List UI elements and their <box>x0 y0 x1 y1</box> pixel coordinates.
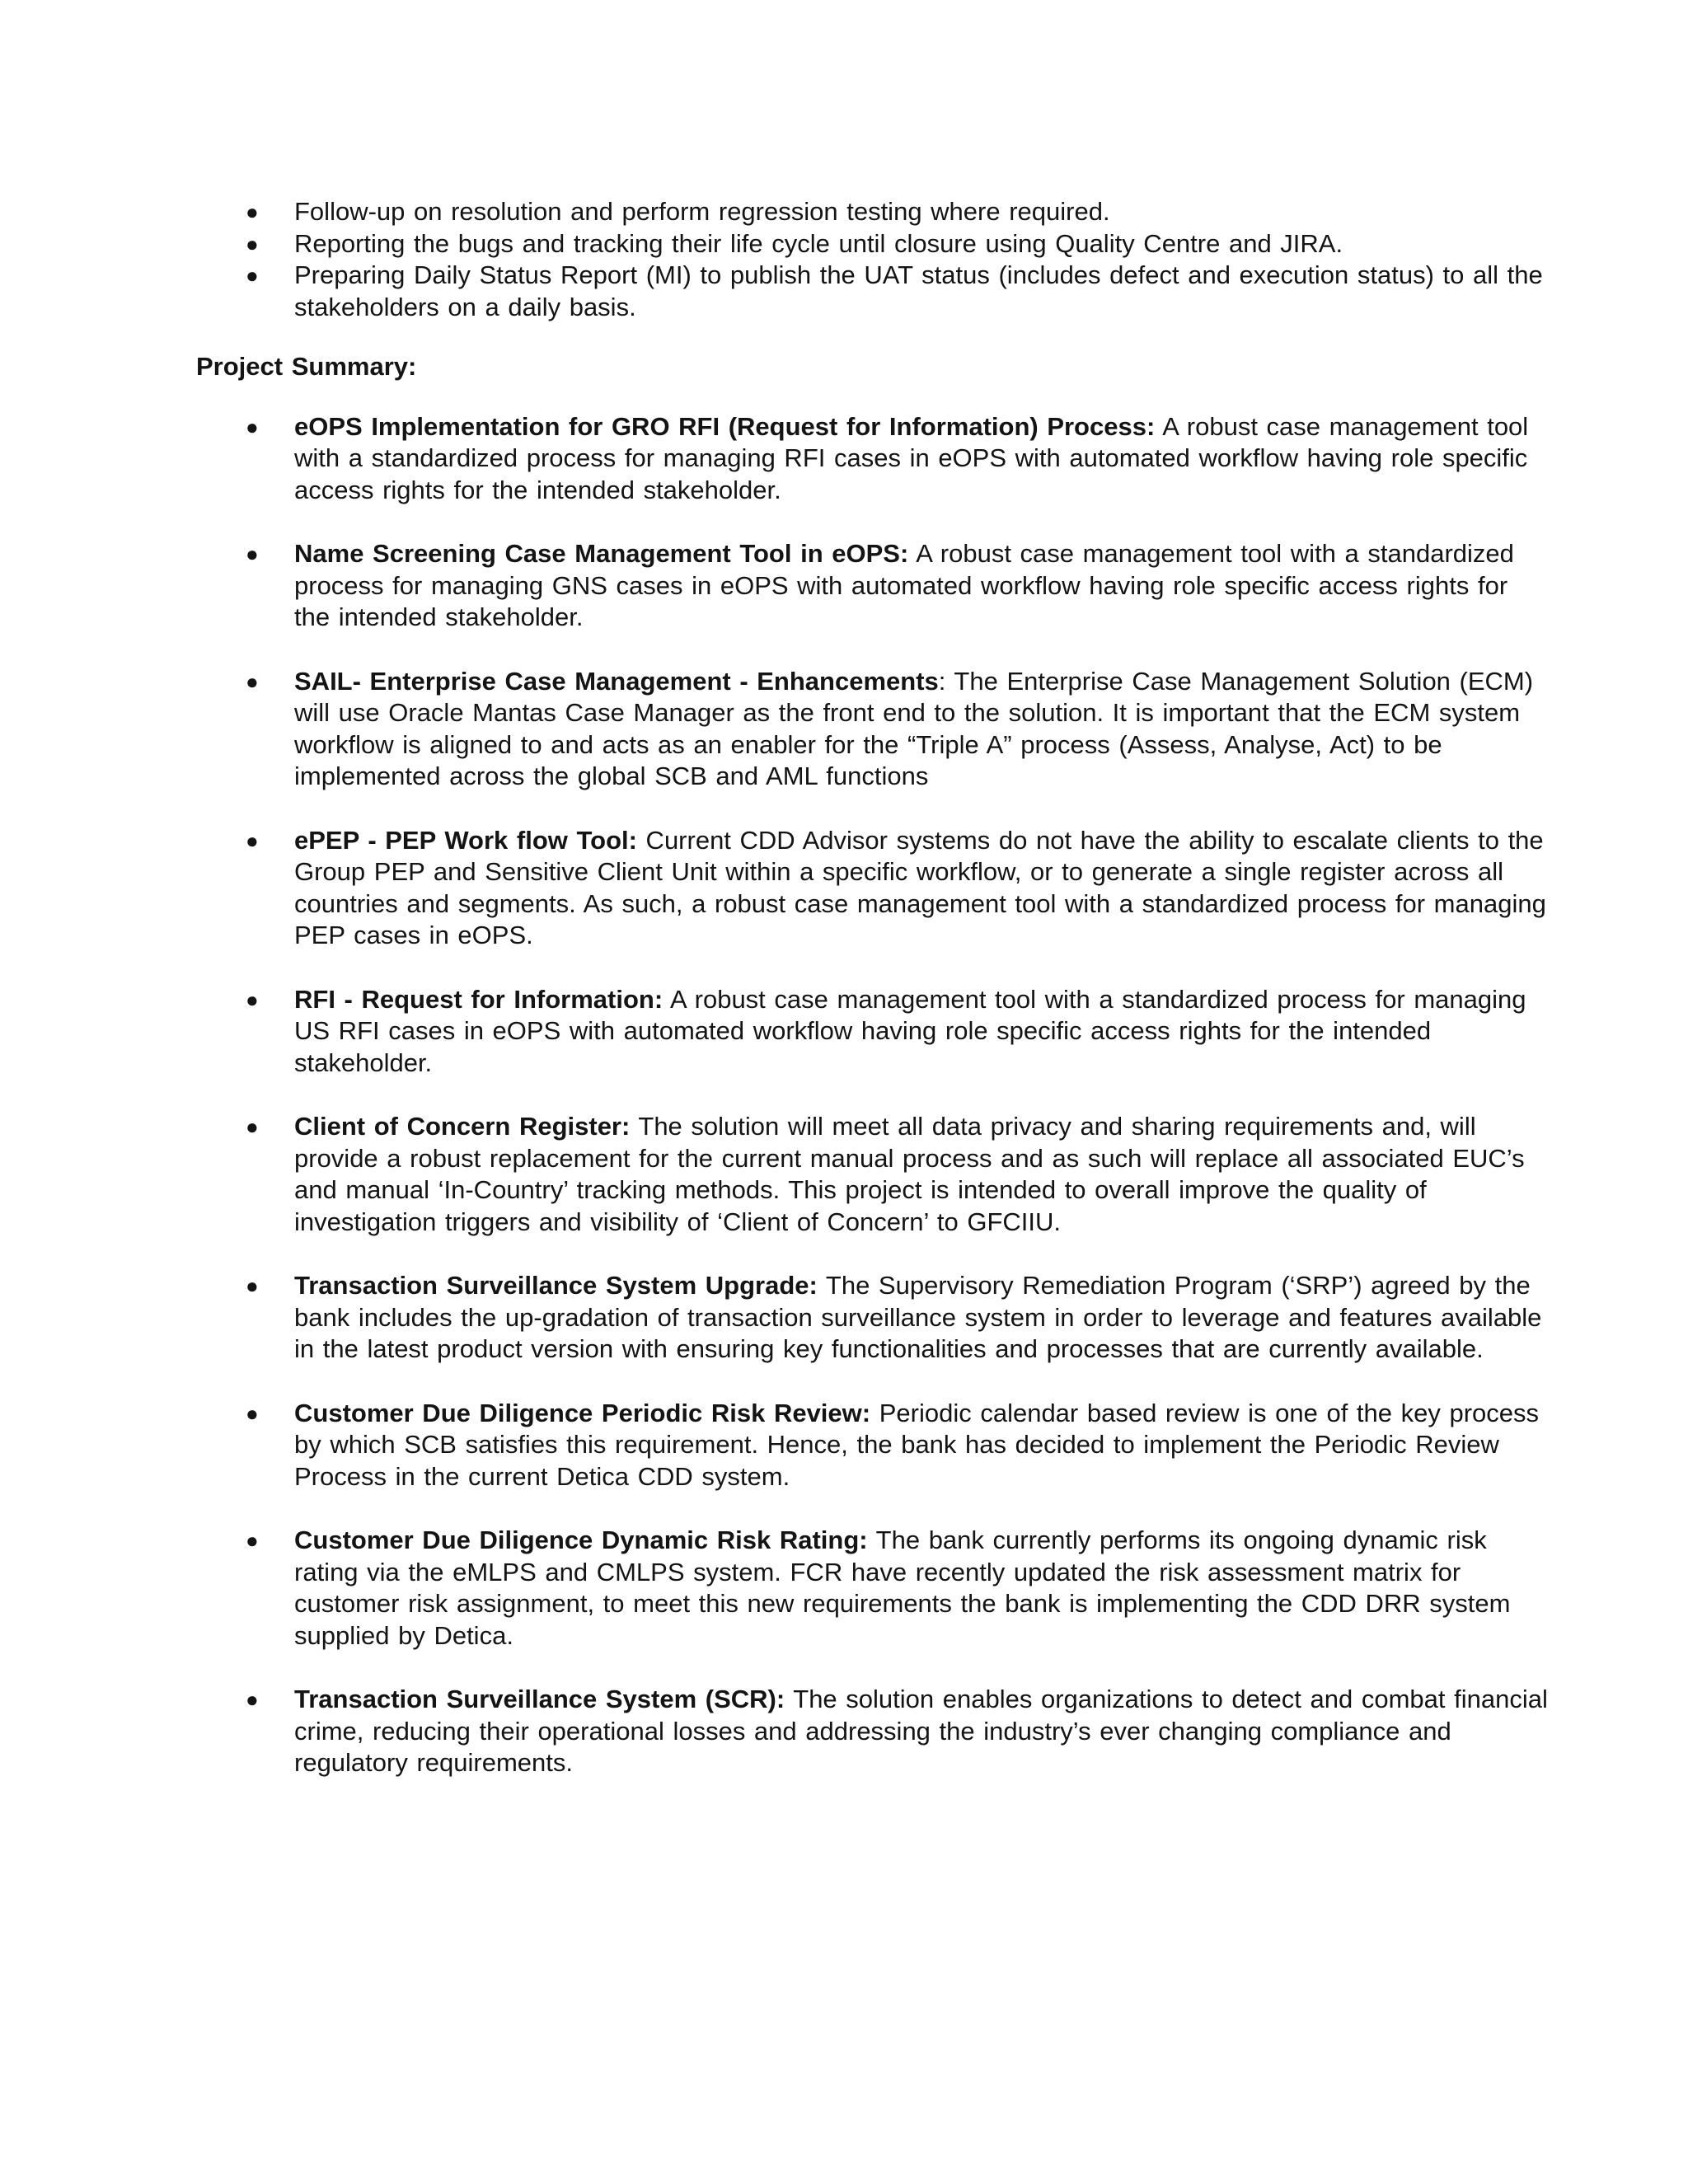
project-title: Name Screening Case Management Tool in eOPS: <box>294 539 909 568</box>
bullet-icon: ● <box>246 414 259 439</box>
list-item-text: Preparing Daily Status Report (MI) to publish the UAT status (includes defect and execution status) to all the stakeholders on a daily basis. <box>294 260 1543 321</box>
bullet-icon: ● <box>246 263 259 288</box>
responsibilities-list <box>196 196 1548 323</box>
project-description: Periodic calendar based review is one of the key process by which SCB satisfies this requirement. Hence, the bank has decided to implement the Periodic Review Process in the current Detica CDD system. <box>294 1398 1540 1491</box>
project-title: RFI - Request for Information: <box>294 984 663 1014</box>
list-item <box>196 228 1548 260</box>
bullet-icon: ● <box>246 668 259 694</box>
project-title: eOPS Implementation for GRO RFI (Request for Information) Process: <box>294 411 1156 441</box>
project-description: A robust case management tool with a standardized process for managing GNS cases in eOPS with automated workflow having role specific access rights for the intended stakeholder. <box>294 539 1514 631</box>
project-description: The solution will meet all data privacy and sharing requirements and, will provide a robust replacement for the current manual process and as such will replace all associated EUC’s and manual ‘In-Country’ tracking methods. This project is intended to overall improve the quality of investigation triggers and visibility of ‘Client of Concern’ to GFCIIU. <box>294 1112 1525 1236</box>
bullet-icon: ● <box>246 1114 259 1139</box>
project-item <box>196 538 1548 634</box>
project-description: Current CDD Advisor systems do not have the ability to escalate clients to the Group PEP and Sensitive Client Unit within a specific workflow, or to generate a single register across all countries and segments. As such, a robust case management tool with a standardized process for managing PEP cases in eOPS. <box>294 825 1546 949</box>
project-title: Client of Concern Register: <box>294 1112 631 1141</box>
project-description: A robust case management tool with a standardized process for managing RFI cases in eOPS with automated workflow having role specific access rights for the intended stakeholder. <box>294 411 1529 504</box>
section-heading: Project Summary: <box>196 352 417 381</box>
project-item <box>196 1525 1548 1652</box>
project-description: A robust case management tool with a standardized process for managing US RFI cases in eOPS with automated workflow having role specific access rights for the intended stakeholder. <box>294 984 1526 1077</box>
project-title: Transaction Surveillance System (SCR): <box>294 1685 785 1713</box>
project-title: Customer Due Diligence Periodic Risk Review: <box>294 1398 871 1427</box>
project-title: ePEP - PEP Work flow Tool: <box>294 825 637 855</box>
bullet-icon: ● <box>246 1528 259 1553</box>
bullet-icon: ● <box>246 1273 259 1298</box>
bullet-icon: ● <box>246 541 259 566</box>
list-item-text: Follow-up on resolution and perform regression testing where required. <box>294 197 1110 226</box>
list-item-text: Reporting the bugs and tracking their life cycle until closure using Quality Centre and JIRA. <box>294 228 1343 258</box>
bullet-icon: ● <box>246 199 259 224</box>
list-item <box>196 196 1548 228</box>
project-item <box>196 984 1548 1080</box>
project-item <box>196 825 1548 952</box>
project-description: The solution enables organizations to detect and combat financial crime, reducing their operational losses and addressing the industry’s ever changing compliance and regulatory requirements. <box>294 1685 1548 1777</box>
project-item <box>196 1111 1548 1238</box>
project-summary-list <box>196 411 1548 1779</box>
project-item <box>196 1684 1548 1779</box>
bullet-icon: ● <box>246 1687 259 1712</box>
list-item <box>196 260 1548 323</box>
project-item <box>196 1398 1548 1493</box>
bullet-icon: ● <box>246 1400 259 1426</box>
project-description: : The Enterprise Case Management Solution (ECM) will use Oracle Mantas Case Manager as the front end to the solution. It is important that the ECM system workflow is aligned to and acts as an enabler for the “Triple A” process (Assess, Analyse, Act) to be implemented across the global SCB and AML functions <box>294 666 1534 790</box>
project-item <box>196 1270 1548 1366</box>
project-title: Transaction Surveillance System Upgrade: <box>294 1271 818 1300</box>
project-description: The bank currently performs its ongoing dynamic risk rating via the eMLPS and CMLPS system. FCR have recently updated the risk assessment matrix for customer risk assignment, to meet this new requirements the bank is implementing the CDD DRR system supplied by Detica. <box>294 1526 1511 1650</box>
project-item <box>196 411 1548 507</box>
document-content <box>196 196 1548 1779</box>
bullet-icon: ● <box>246 827 259 853</box>
project-title: Customer Due Diligence Dynamic Risk Rating: <box>294 1526 868 1554</box>
project-description: The Supervisory Remediation Program (‘SRP’) agreed by the bank includes the up-gradation of transaction surveillance system in order to leverage and features available in the latest product version with ensuring key functionalities and processes that are currently available. <box>294 1271 1542 1363</box>
bullet-icon: ● <box>246 231 259 256</box>
bullet-icon: ● <box>246 987 259 1012</box>
project-title: SAIL- Enterprise Case Management - Enhancements <box>294 666 939 696</box>
project-item <box>196 666 1548 793</box>
